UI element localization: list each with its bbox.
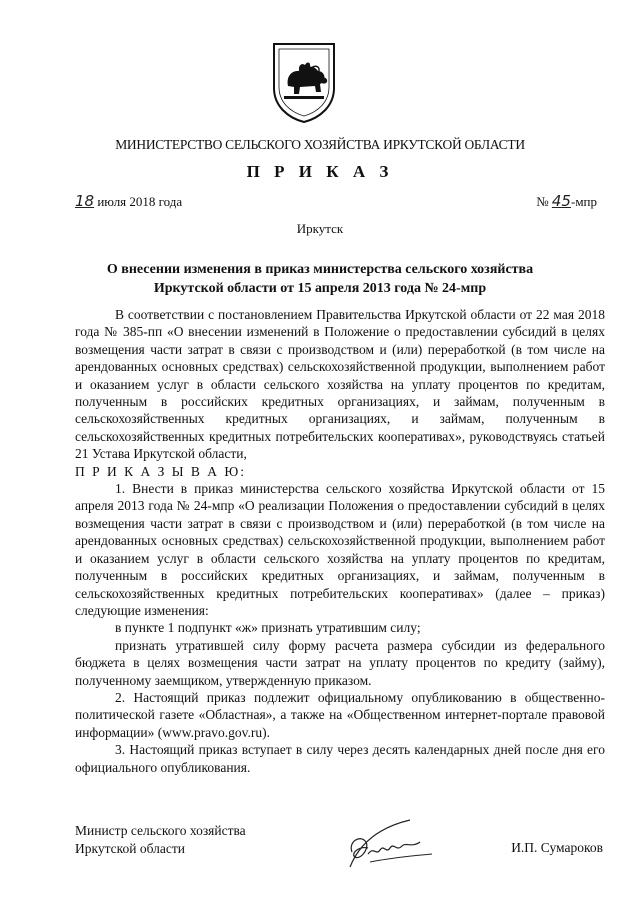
order-body [75, 306, 605, 776]
paragraph-1a: в пункте 1 подпункт «ж» признать утратившим силу; [115, 620, 421, 636]
subject-line-1: О внесении изменения в приказ министерства сельского хозяйства [106, 262, 534, 277]
position-line-2: Иркутской области [75, 841, 186, 856]
document-title: П Р И К А З [246, 162, 394, 181]
signatory-position [75, 822, 246, 858]
paragraph-2: 2. Настоящий приказ подлежит официальному опубликованию в общественно-политической газете «Областная», а также на «Общественном интернет-портале правовой информации» (www.pravo.gov.ru). [75, 689, 605, 740]
number-prefix: № [536, 194, 549, 209]
order-subject [100, 260, 540, 298]
signatory-name: И.П. Сумароков [511, 840, 603, 855]
number-handwritten: 45 [551, 192, 571, 210]
paragraph-1: 1. Внести в приказ министерства сельского хозяйства Иркутской области от 15 апреля 2013 года № 24-мпр «О реализации Положения о предоставлении субсидий в целях возмещения части затрат в связи с производством и (или) переработкой (в том числе на арендованных основных средствах) сельскохозяйственной продукции, выполнением работ и оказанием услуг в области сельского хозяйства на уплату процентов по кредитам, полученным в российских кредитных организациях, и займам, полученным в сельскохозяйственных кредитных потребительских кооперативах» (далее – приказ) следующие изменения: [75, 481, 605, 618]
city: Иркутск [296, 221, 344, 236]
number-suffix: -мпр [570, 194, 597, 209]
order-number [536, 192, 597, 210]
handwritten-signature [340, 812, 460, 882]
paragraph-1b: признать утратившей силу форму расчета размера субсидии из федерального бюджета в целях возмещения части затрат на уплату процентов по кредиту (займу), полученному заемщиком, утвержденную приказом. [75, 637, 605, 688]
date-rest: июля 2018 года [97, 194, 183, 209]
preamble-paragraph: В соответствии с постановлением Правительства Иркутской области от 22 мая 2018 года № 385-пп «О внесении изменений в Положение о предоставлении субсидий в целях возмещения части затрат в связи с производством и (или) переработкой (в том числе на арендованных основных средствах) сельскохозяйственной продукции, выполнением работ и оказанием услуг в области сельского хозяйства на уплату процентов по кредитам, полученным в российских кредитных организациях, и займам, полученным в сельскохозяйственных кредитных организациях, и займам, полученным в сельскохозяйственных кредитных потребительских кооперативах», руководствуясь статьей 21 Устава Иркутской области, [75, 307, 605, 462]
subject-line-2: Иркутской области от 15 апреля 2013 года № 24-мпр [153, 281, 487, 296]
order-date [75, 192, 182, 210]
coat-of-arms-emblem [270, 40, 338, 124]
order-word: П Р И К А З Ы В А Ю: [75, 463, 247, 479]
date-day-handwritten: 18 [75, 192, 95, 210]
paragraph-3: 3. Настоящий приказ вступает в силу через десять календарных дней после дня его официального опубликования. [75, 742, 605, 775]
position-line-1: Министр сельского хозяйства [75, 823, 246, 838]
ministry-name: МИНИСТЕРСТВО СЕЛЬСКОГО ХОЗЯЙСТВА ИРКУТСКОЙ ОБЛАСТИ [115, 137, 525, 152]
